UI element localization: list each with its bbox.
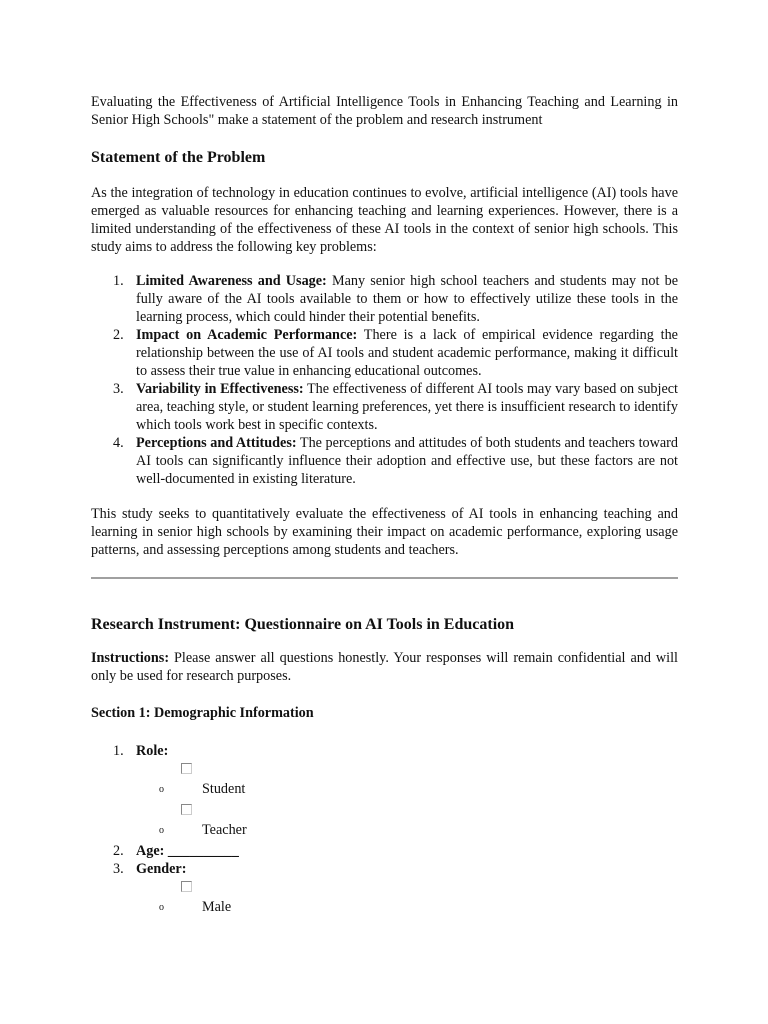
- circle-bullet-icon: o: [159, 784, 164, 795]
- question-number: 1.: [113, 743, 124, 759]
- checkbox-male[interactable]: [91, 878, 678, 898]
- question-role: [91, 742, 678, 760]
- problem-heading: Statement of the Problem: [91, 149, 266, 166]
- checkbox-student[interactable]: [91, 760, 678, 780]
- instructions-text: Please answer all questions honestly. Your responses will remain confidential and will only be used for research purposes.: [91, 650, 678, 684]
- question-label: Role:: [136, 743, 169, 759]
- item-title: Perceptions and Attitudes:: [136, 435, 297, 451]
- question-number: 3.: [113, 861, 124, 877]
- option-teacher: [91, 821, 678, 842]
- item-text: Many senior high school teachers and students may not be fully aware of the AI tools available to them or how to effectively utilize these tools in the learning process, which could hinder their potential benefits.: [136, 273, 678, 325]
- list-number: 1.: [113, 273, 124, 289]
- checkbox-icon[interactable]: [181, 763, 192, 774]
- problem-list: [91, 272, 678, 488]
- list-item: [91, 326, 678, 380]
- horizontal-divider: [91, 577, 678, 579]
- age-blank[interactable]: __________: [164, 843, 239, 859]
- item-title: Impact on Academic Performance:: [136, 327, 358, 343]
- instructions-paragraph: [91, 649, 678, 685]
- checkbox-icon[interactable]: [181, 804, 192, 815]
- intro-text: Evaluating the Effectiveness of Artificial Intelligence Tools in Enhancing Teaching and Learning in Senior High Schools" make a statement of the problem and research instrument: [91, 94, 678, 128]
- item-text: The perceptions and attitudes of both students and teachers toward AI tools can significantly influence their adoption and effective use, but these factors are not well-documented in existing literature.: [136, 435, 678, 487]
- option-male: [91, 898, 678, 919]
- instructions-label: Instructions:: [91, 650, 170, 666]
- item-text: The effectiveness of different AI tools may vary based on subject area, teaching style, or student learning preferences, yet there is insufficient research to identify which tools work best in specific contexts.: [136, 381, 678, 433]
- checkbox-teacher[interactable]: [91, 801, 678, 821]
- list-number: 3.: [113, 381, 124, 397]
- question-number: 2.: [113, 843, 124, 859]
- instrument-heading: Research Instrument: Questionnaire on AI Tools in Education: [91, 616, 515, 633]
- item-text: There is a lack of empirical evidence regarding the relationship between the use of AI tools and student academic performance, making it difficult to assess their true value in enhancing educational outcomes.: [136, 327, 678, 379]
- option-label: Male: [202, 899, 232, 915]
- problem-paragraph: As the integration of technology in education continues to evolve, artificial intelligence (AI) tools have emerged as valuable resources for enhancing teaching and learning experiences. However, there is a limited understanding of the effectiveness of these AI tools in the context of senior high schools. This study aims to address the following key problems:: [91, 185, 678, 255]
- closing-paragraph: This study seeks to quantitatively evaluate the effectiveness of AI tools in enhancing teaching and learning in senior high schools by examining their impact on academic performance, exploring usage patterns, and assessing perceptions among students and teachers.: [91, 506, 678, 558]
- option-student: [91, 780, 678, 801]
- question-label: Age:: [136, 843, 165, 859]
- list-number: 4.: [113, 435, 124, 451]
- list-item: [91, 434, 678, 488]
- instrument-section: [91, 615, 678, 919]
- circle-bullet-icon: o: [159, 902, 164, 913]
- question-label: Gender:: [136, 861, 187, 877]
- section-heading: Section 1: Demographic Information: [91, 705, 314, 721]
- option-label: Student: [202, 781, 246, 797]
- item-title: Limited Awareness and Usage:: [136, 273, 327, 289]
- list-item: [91, 380, 678, 434]
- option-label: Teacher: [202, 822, 247, 838]
- document-body: [91, 93, 678, 559]
- checkbox-icon[interactable]: [181, 881, 192, 892]
- question-age: [91, 842, 678, 860]
- question-gender: [91, 860, 678, 878]
- circle-bullet-icon: o: [159, 825, 164, 836]
- item-title: Variability in Effectiveness:: [136, 381, 304, 397]
- list-number: 2.: [113, 327, 124, 343]
- list-item: [91, 272, 678, 326]
